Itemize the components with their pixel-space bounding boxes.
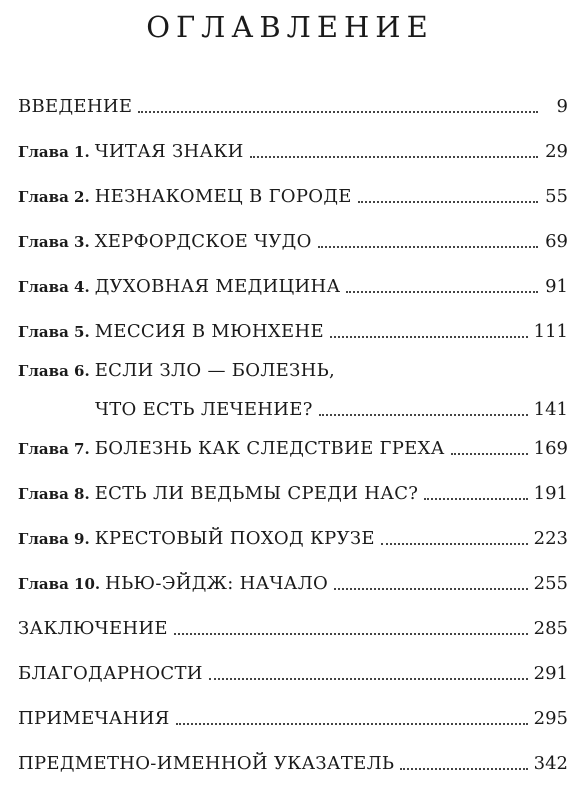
chapter-label: Глава 1. (18, 143, 90, 161)
toc-entry-index[interactable] (18, 741, 568, 786)
toc-entry-chapter-3[interactable] (18, 219, 568, 264)
chapter-label: Глава 2. (18, 188, 90, 206)
toc-entry-acknowledgments[interactable] (18, 651, 568, 696)
entry-heading: ЧИТАЯ ЗНАКИ (94, 141, 244, 162)
chapter-label: Глава 9. (18, 530, 90, 548)
page-number: 91 (545, 276, 568, 297)
page-number: 291 (533, 663, 568, 684)
dot-leader (318, 228, 538, 248)
toc-entry-chapter-9[interactable] (18, 516, 568, 561)
chapter-label: Глава 10. (18, 575, 101, 593)
dot-leader (346, 273, 538, 293)
entry-heading-line2: ЧТО ЕСТЬ ЛЕЧЕНИЕ? (95, 399, 313, 420)
table-of-contents (18, 84, 568, 786)
dot-leader (174, 615, 528, 635)
page-number: 255 (533, 573, 568, 594)
entry-heading: НЬЮ-ЭЙДЖ: НАЧАЛО (105, 573, 329, 594)
dot-leader (319, 396, 528, 416)
chapter-label: Глава 4. (18, 278, 90, 296)
entry-heading: ХЕРФОРДСКОЕ ЧУДО (94, 231, 312, 252)
chapter-label: Глава 6. (18, 361, 90, 380)
dot-leader (334, 570, 528, 590)
entry-heading: МЕССИЯ В МЮНХЕНЕ (94, 321, 324, 342)
entry-heading: ПРЕДМЕТНО-ИМЕННОЙ УКАЗАТЕЛЬ (18, 753, 395, 774)
entry-heading: НЕЗНАКОМЕЦ В ГОРОДЕ (94, 186, 352, 207)
entry-heading: БОЛЕЗНЬ КАК СЛЕДСТВИЕ ГРЕХА (94, 438, 445, 459)
dot-leader (138, 93, 538, 113)
page-number: 9 (556, 96, 568, 117)
dot-leader (381, 525, 528, 545)
chapter-label: Глава 7. (18, 440, 90, 458)
entry-heading: ВВЕДЕНИЕ (18, 96, 133, 117)
entry-heading: БЛАГОДАРНОСТИ (18, 663, 203, 684)
dot-leader (176, 705, 528, 725)
page-number: 111 (533, 321, 568, 342)
multiline-entry (18, 354, 568, 426)
page-number: 55 (545, 186, 568, 207)
page-number: 29 (545, 141, 568, 162)
toc-entry-conclusion[interactable] (18, 606, 568, 651)
toc-entry-chapter-1[interactable] (18, 129, 568, 174)
page-number: 191 (533, 483, 568, 504)
toc-entry-chapter-5[interactable] (18, 309, 568, 354)
entry-heading: ПРИМЕЧАНИЯ (18, 708, 170, 729)
page-number: 141 (533, 399, 568, 420)
page-number: 223 (533, 528, 568, 549)
page-number: 69 (545, 231, 568, 252)
page-number: 342 (533, 753, 568, 774)
toc-entry-chapter-7[interactable] (18, 426, 568, 471)
toc-entry-chapter-4[interactable] (18, 264, 568, 309)
entry-heading: ЗАКЛЮЧЕНИЕ (18, 618, 168, 639)
toc-entry-chapter-8[interactable] (18, 471, 568, 516)
chapter-label: Глава 3. (18, 233, 90, 251)
page-number: 169 (533, 438, 568, 459)
dot-leader (209, 660, 528, 680)
chapter-label: Глава 8. (18, 485, 90, 503)
toc-entry-chapter-10[interactable] (18, 561, 568, 606)
entry-heading: ЕСТЬ ЛИ ВЕДЬМЫ СРЕДИ НАС? (94, 483, 419, 504)
dot-leader (330, 318, 528, 338)
page-number: 295 (533, 708, 568, 729)
entry-heading-line1: ЕСЛИ ЗЛО — БОЛЕЗНЬ, (94, 360, 336, 381)
entry-heading: ДУХОВНАЯ МЕДИЦИНА (94, 276, 341, 297)
toc-entry-chapter-2[interactable] (18, 174, 568, 219)
page-number: 285 (533, 618, 568, 639)
dot-leader (358, 183, 538, 203)
toc-entry-notes[interactable] (18, 696, 568, 741)
dot-leader (250, 138, 538, 158)
dot-leader (424, 480, 527, 500)
toc-entry-chapter-6[interactable] (18, 354, 568, 426)
page-title: ОГЛАВЛЕНИЕ (146, 10, 434, 44)
dot-leader (400, 750, 527, 770)
chapter-label: Глава 5. (18, 323, 90, 341)
toc-entry-introduction[interactable] (18, 84, 568, 129)
dot-leader (451, 435, 528, 455)
entry-heading: КРЕСТОВЫЙ ПОХОД КРУЗЕ (94, 528, 375, 549)
